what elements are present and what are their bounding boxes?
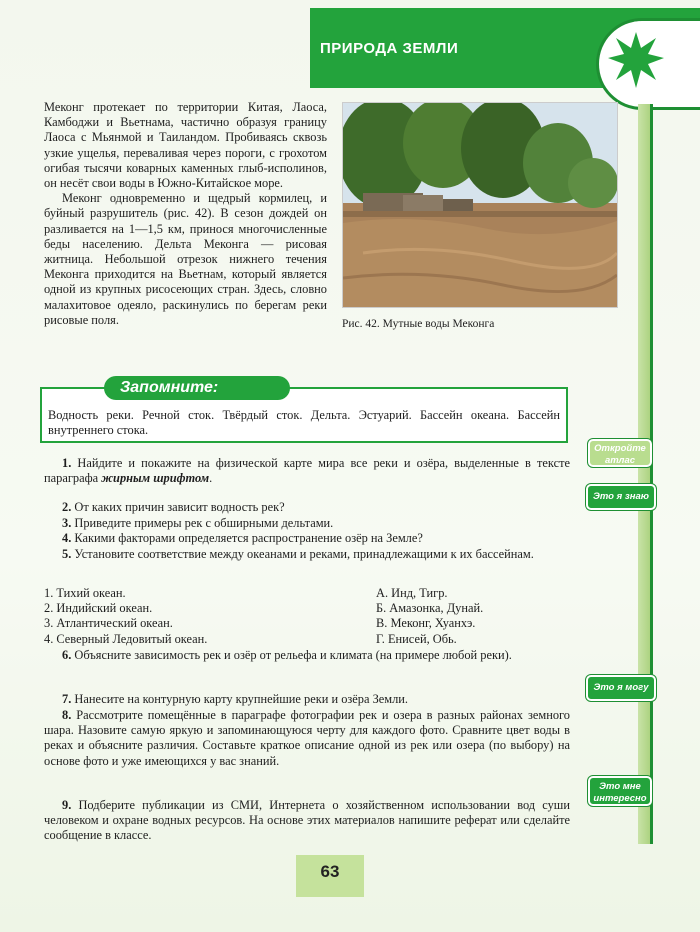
question-number: 5. xyxy=(62,547,72,561)
question-1 xyxy=(44,456,570,486)
side-rail-line xyxy=(650,104,653,844)
star-icon xyxy=(606,30,666,90)
question-number: 2. xyxy=(62,500,72,514)
question-text: От каких причин зависит водность рек? xyxy=(74,500,285,514)
oceans-list xyxy=(44,586,344,647)
list-item: Г. Енисей, Обь. xyxy=(376,631,457,646)
tag-interesting: Это мне интересно xyxy=(588,776,652,806)
question-7 xyxy=(44,692,570,707)
remember-label: Запомните: xyxy=(104,376,290,400)
question-emphasis: жирным шрифтом xyxy=(101,471,210,486)
tag-i-know: Это я знаю xyxy=(586,484,656,510)
list-item: 3. Атлантический океан. xyxy=(44,616,173,631)
question-text: Какими факторами определяется распространение озёр на Земле? xyxy=(74,531,423,545)
intro-paragraph-1: Меконг протекает по территории Китая, Лаоса, Камбоджи и Вьетнама, частично образуя границу Лаоса с Мьянмой и Таиландом. Пробиваясь сквозь узкие ущелья, переваливая через пороги, с грохотом огибая тысячи коварных каменных глыб-исполинов, он несёт свои воды в Южно-Китайское море. xyxy=(44,100,327,191)
section-title: ПРИРОДА ЗЕМЛИ xyxy=(320,40,459,57)
question-8 xyxy=(44,708,570,769)
question-9 xyxy=(44,798,570,844)
page-number: 63 xyxy=(320,862,340,881)
question-text: Объясните зависимость рек и озёр от рельефа и климата (на примере любой реки). xyxy=(74,648,512,662)
list-item: 1. Тихий океан. xyxy=(44,586,126,600)
question-text: Приведите примеры рек с обширными дельтами. xyxy=(74,516,334,530)
question-end: . xyxy=(209,471,213,486)
question-text: Установите соответствие между океанами и реками, принадлежащими к их бассейнам. xyxy=(74,547,534,561)
question-number: 4. xyxy=(62,531,72,545)
mekong-river-image xyxy=(343,103,617,307)
question-number: 1. xyxy=(62,456,72,470)
question-6 xyxy=(44,648,570,663)
question-4 xyxy=(44,531,570,546)
list-item: 4. Северный Ледовитый океан. xyxy=(44,631,208,646)
question-number: 8. xyxy=(62,708,72,722)
remember-text: Водность реки. Речной сток. Твёрдый сток. Дельта. Эстуарий. Бассейн океана. Бассейн внутреннего стока. xyxy=(48,408,560,437)
figure-caption: Рис. 42. Мутные воды Меконга xyxy=(342,318,495,330)
question-number: 9. xyxy=(62,798,72,812)
question-text: Подберите публикации из СМИ, Интернета о хозяйственном использовании вод суши человеком и охране водных ресурсов. На основе этих материалов напишите реферат или сделайте сообщение в классе. xyxy=(44,798,570,843)
list-item: 2. Индийский океан. xyxy=(44,601,153,616)
question-2 xyxy=(44,500,570,515)
question-3 xyxy=(44,516,570,531)
tag-open-atlas: Откройте атлас xyxy=(588,439,652,467)
question-text: Рассмотрите помещённые в параграфе фотографии рек и озера в разных районах земного шара. Назовите самую яркую и запоминающуюся черту для каждого фото. Сравните цвет воды в реках и объясните различия. Составьте краткое описание одной из рек или озера (по выбору) на основе фото и уже имеющихся у вас знаний. xyxy=(44,708,570,768)
question-number: 6. xyxy=(62,648,72,662)
list-item: Б. Амазонка, Дунай. xyxy=(376,601,484,616)
intro-paragraph-2: Меконг одновременно и щедрый кормилец, и буйный разрушитель (рис. 42). В сезон дождей он разливается на 1—1,5 км, принося многочисленные беды населению. Дельта Меконга — рисовая житница. Небольшой отрезок нижнего течения Меконга приходится на Вьетнам, который является одной из крупных рисосеющих стран. Здесь, словно малахитовое одеяло, раскинулись по берегам реки рисовые поля. xyxy=(44,191,327,327)
mekong-photo xyxy=(342,102,618,308)
list-item: А. Инд, Тигр. xyxy=(376,586,448,600)
question-number: 7. xyxy=(62,692,72,706)
question-text: Нанесите на контурную карту крупнейшие реки и озёра Земли. xyxy=(74,692,409,706)
rivers-list xyxy=(376,586,576,647)
tag-i-can: Это я могу xyxy=(586,675,656,701)
question-text: Найдите и покажите на физической карте мира все реки и озёра, выделенные в тексте параграфа xyxy=(44,456,570,486)
intro-text xyxy=(44,100,327,328)
list-item: В. Меконг, Хуанхэ. xyxy=(376,616,476,631)
question-number: 3. xyxy=(62,516,72,530)
question-5 xyxy=(44,547,570,562)
